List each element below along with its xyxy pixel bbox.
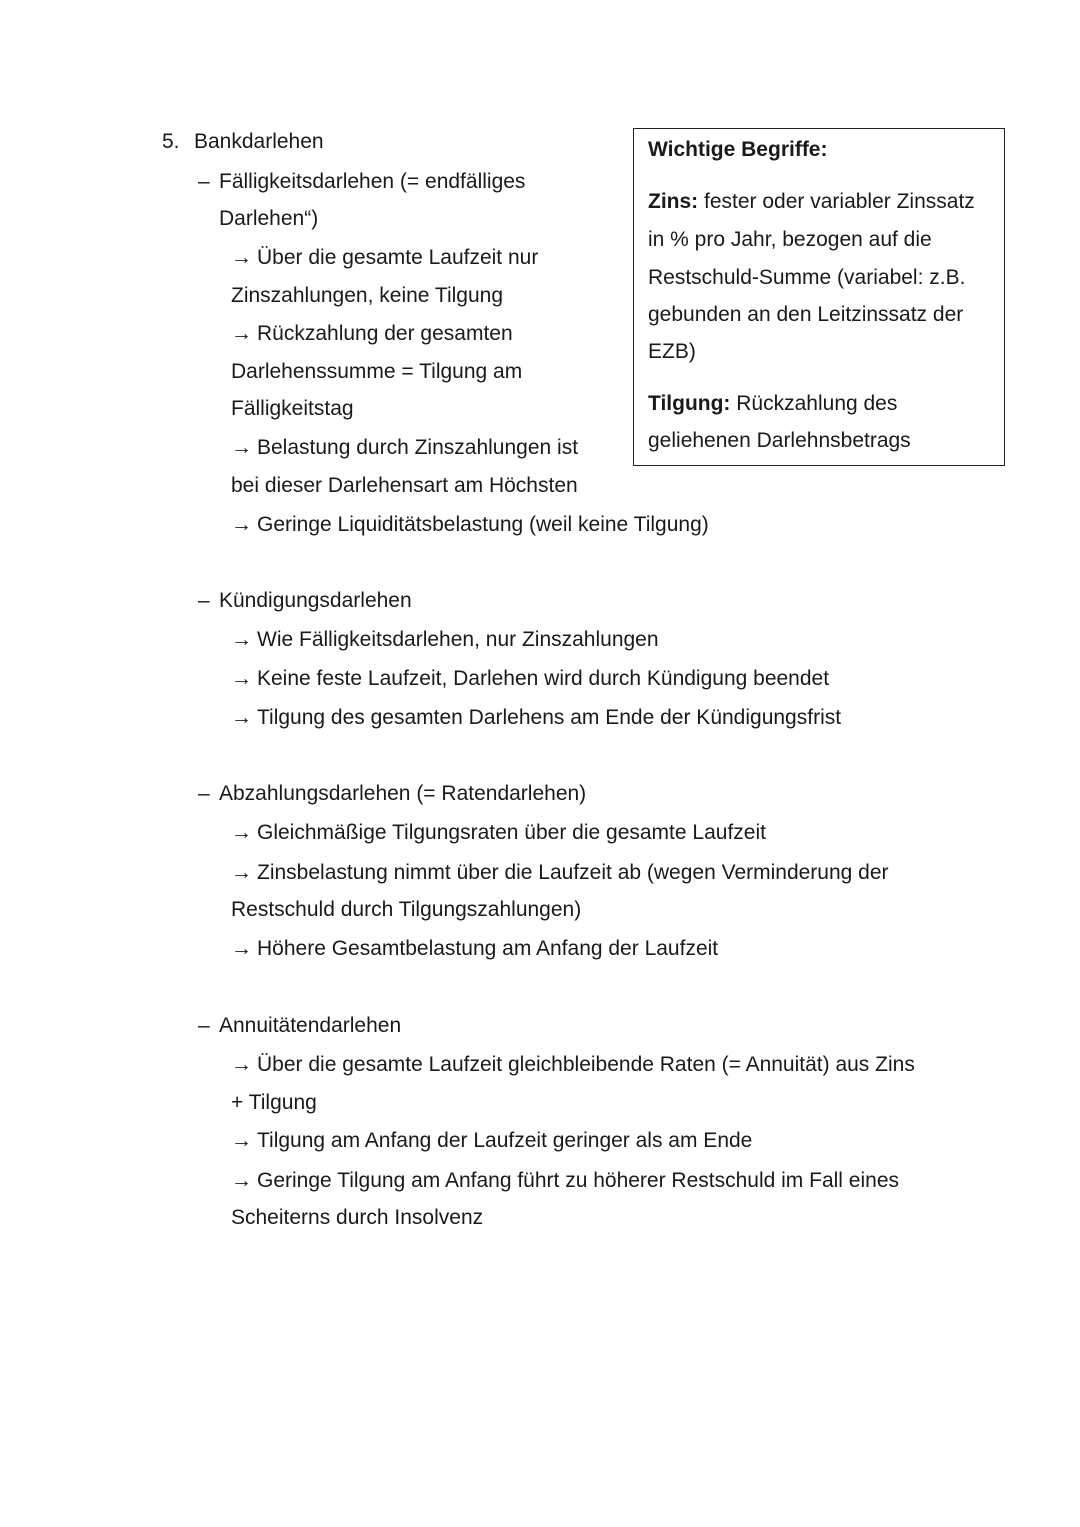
arrow-icon: → bbox=[231, 513, 252, 536]
box-title: Wichtige Begriffe: bbox=[648, 138, 828, 161]
arrow-icon: → bbox=[231, 667, 252, 690]
zins-definition-line: Zins: fester oder variabler Zinssatz bbox=[648, 190, 975, 213]
item-title: Kündigungsdarlehen bbox=[219, 589, 412, 612]
list-item: → Keine feste Laufzeit, Darlehen wird durch Kündigung beendet bbox=[231, 660, 829, 698]
tilgung-definition-line: Tilgung: Rückzahlung des bbox=[648, 392, 898, 415]
arrow-icon: → bbox=[231, 821, 252, 844]
list-item: → Belastung durch Zinszahlungen ist bbox=[231, 429, 578, 467]
zins-definition-line: EZB) bbox=[648, 340, 696, 363]
list-item: Zinszahlungen, keine Tilgung bbox=[231, 284, 504, 307]
list-item: + Tilgung bbox=[231, 1091, 317, 1114]
section-heading bbox=[162, 123, 324, 161]
list-item: → Geringe Liquiditätsbelastung (weil keine Tilgung) bbox=[231, 506, 709, 544]
list-item: → Über die gesamte Laufzeit nur bbox=[231, 239, 538, 277]
zins-definition-line: in % pro Jahr, bezogen auf die bbox=[648, 228, 932, 251]
bullet-dash: – bbox=[198, 170, 210, 193]
list-item: → Wie Fälligkeitsdarlehen, nur Zinszahlungen bbox=[231, 621, 659, 659]
item-title: Annuitätendarlehen bbox=[219, 1014, 402, 1037]
item-title: Fälligkeitsdarlehen (= endfälliges bbox=[219, 170, 526, 193]
item-title: Darlehen“) bbox=[219, 207, 319, 230]
bullet-dash: – bbox=[198, 1014, 210, 1037]
list-item: → Gleichmäßige Tilgungsraten über die gesamte Laufzeit bbox=[231, 814, 766, 852]
zins-term: Zins: bbox=[648, 190, 699, 213]
list-item: Restschuld durch Tilgungszahlungen) bbox=[231, 898, 582, 921]
bullet-dash: – bbox=[198, 782, 210, 805]
list-item: Scheiterns durch Insolvenz bbox=[231, 1206, 484, 1229]
list-item: → Höhere Gesamtbelastung am Anfang der Laufzeit bbox=[231, 930, 718, 968]
arrow-icon: → bbox=[231, 322, 252, 345]
list-item: Darlehenssumme = Tilgung am bbox=[231, 360, 523, 383]
arrow-icon: → bbox=[231, 1169, 252, 1192]
list-item: → Zinsbelastung nimmt über die Laufzeit ab (wegen Verminderung der bbox=[231, 854, 889, 892]
list-item: → Rückzahlung der gesamten bbox=[231, 315, 513, 353]
list-item: → Über die gesamte Laufzeit gleichbleibende Raten (= Annuität) aus Zins bbox=[231, 1046, 915, 1084]
list-item: bei dieser Darlehensart am Höchsten bbox=[231, 474, 578, 497]
list-item: → Tilgung des gesamten Darlehens am Ende der Kündigungsfrist bbox=[231, 699, 841, 737]
section-number: 5. bbox=[162, 130, 180, 153]
arrow-icon: → bbox=[231, 436, 252, 459]
arrow-icon: → bbox=[231, 1053, 252, 1076]
arrow-icon: → bbox=[231, 861, 252, 884]
arrow-icon: → bbox=[231, 1129, 252, 1152]
list-item: → Tilgung am Anfang der Laufzeit geringer als am Ende bbox=[231, 1122, 752, 1160]
zins-definition-line: gebunden an den Leitzinssatz der bbox=[648, 303, 964, 326]
zins-definition-line: Restschuld-Summe (variabel: z.B. bbox=[648, 266, 966, 289]
section-title: Bankdarlehen bbox=[194, 130, 324, 153]
arrow-icon: → bbox=[231, 937, 252, 960]
arrow-icon: → bbox=[231, 706, 252, 729]
arrow-icon: → bbox=[231, 246, 252, 269]
list-item: → Geringe Tilgung am Anfang führt zu höherer Restschuld im Fall eines bbox=[231, 1162, 899, 1200]
bullet-dash: – bbox=[198, 589, 210, 612]
list-item: Fälligkeitstag bbox=[231, 397, 354, 420]
item-title: Abzahlungsdarlehen (= Ratendarlehen) bbox=[219, 782, 587, 805]
definitions-box bbox=[633, 128, 1005, 466]
arrow-icon: → bbox=[231, 628, 252, 651]
tilgung-definition-line: geliehenen Darlehnsbetrags bbox=[648, 429, 911, 452]
tilgung-term: Tilgung: bbox=[648, 392, 731, 415]
